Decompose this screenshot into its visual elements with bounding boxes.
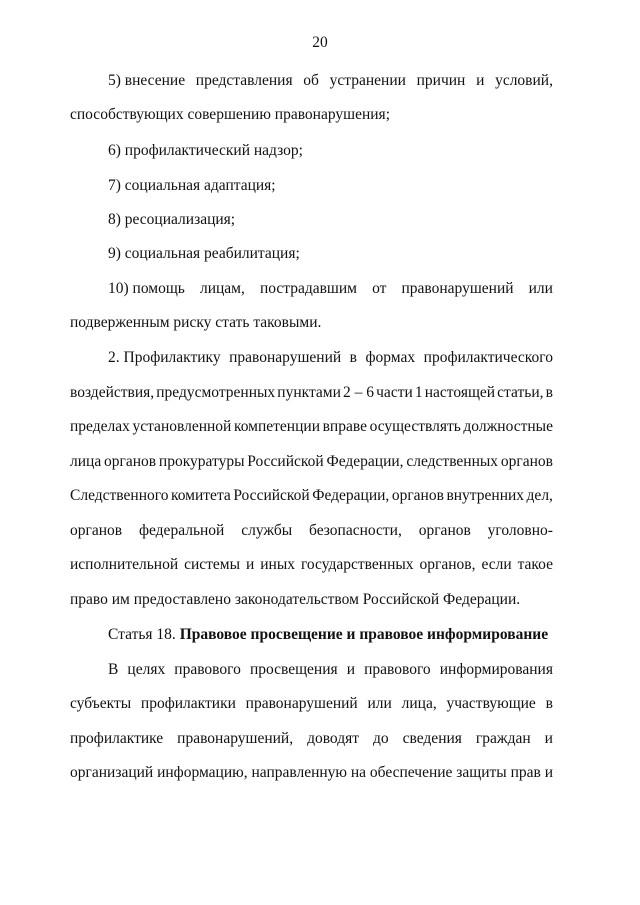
para3-line-3 (70, 730, 553, 748)
word: предусмотренных (156, 384, 276, 401)
word: государственных (300, 556, 414, 573)
word: федеральной (138, 522, 225, 539)
page-number: 20 (312, 34, 328, 51)
item-5-line-1 (108, 72, 553, 90)
word: статьи, (497, 384, 544, 401)
word: и (544, 730, 553, 747)
word: информацию, (157, 764, 248, 781)
word: граждан (475, 730, 531, 747)
para2-line-2 (70, 384, 553, 402)
para3-line-1 (108, 661, 553, 679)
word: до (373, 730, 389, 747)
word: иных (260, 556, 295, 573)
word: защиты (456, 764, 507, 781)
word: целях (127, 661, 166, 678)
word: информирования (439, 661, 553, 678)
word: такое (517, 556, 553, 573)
word: профилактике (70, 730, 164, 747)
word: 2. Профилактику (108, 349, 221, 366)
word: Следственного (70, 487, 169, 504)
word: должностные (463, 418, 553, 435)
word: органов (500, 453, 553, 470)
item-8: 8) ресоциализация; (108, 211, 236, 228)
para2-line-8: право им предоставлено законодательством Российской Федерации. (70, 591, 521, 608)
word: формах (365, 349, 416, 366)
word: организаций (70, 764, 154, 781)
word: от (372, 280, 387, 297)
word: правового (364, 661, 431, 678)
para2-line-5 (70, 487, 553, 505)
word: в (545, 695, 553, 712)
word: Федерации, (312, 487, 390, 504)
word: органов, (419, 556, 476, 573)
word: если (481, 556, 512, 573)
word: В (108, 661, 119, 678)
word: правового (174, 661, 241, 678)
word: правонарушений (229, 349, 342, 366)
word: уголовно- (487, 522, 553, 539)
word: системы (184, 556, 241, 573)
para2-line-3 (70, 418, 553, 436)
word: лица, (401, 695, 437, 712)
word: пределах (70, 418, 130, 435)
word: Российской (247, 453, 324, 470)
word: лица (70, 453, 102, 470)
word: правонарушений (245, 695, 358, 712)
word: внутренних (446, 487, 525, 504)
word: органов (418, 522, 471, 539)
word: или (367, 695, 392, 712)
word: и (476, 72, 485, 89)
word: устранении (329, 72, 406, 89)
word: 10) помощь (108, 280, 185, 297)
word: правонарушений, (177, 730, 294, 747)
word: дел, (526, 487, 553, 504)
word: просвещения (249, 661, 338, 678)
para2-line-1 (108, 349, 553, 367)
word: органов (70, 522, 123, 539)
word: части (376, 384, 413, 401)
article-heading (108, 626, 548, 644)
word: направленную (251, 764, 348, 781)
word: органов (391, 487, 444, 504)
word: субъекты (70, 695, 132, 712)
word: условий, (495, 72, 553, 89)
article-prefix: Статья 18. (108, 626, 176, 643)
item-6: 6) профилактический надзор; (108, 142, 303, 159)
word: и (245, 556, 255, 573)
para2-line-6 (70, 522, 553, 540)
word: профилактики (140, 695, 236, 712)
word: осуществлять (369, 418, 461, 435)
word: комитета (170, 487, 231, 504)
word: службы (241, 522, 293, 539)
word: профилактического (423, 349, 553, 366)
item-9: 9) социальная реабилитация; (108, 245, 300, 262)
word: сведения (402, 730, 462, 747)
word: обеспечение (369, 764, 453, 781)
word: правонарушений (401, 280, 514, 297)
word: прав (510, 764, 541, 781)
word: причин (416, 72, 466, 89)
word: Федерации, (326, 453, 404, 470)
word: 2 – 6 (343, 384, 375, 401)
word: и (346, 661, 356, 678)
word: воздействия, (70, 384, 155, 401)
word: 1 (414, 384, 423, 401)
word: органов (104, 453, 157, 470)
para2-line-7 (70, 556, 553, 574)
word: в (545, 384, 553, 401)
item-10-line-2: подверженным риску стать таковыми. (70, 314, 322, 331)
word: в (349, 349, 357, 366)
word: или (528, 280, 553, 297)
word: и (544, 764, 553, 781)
item-10-line-1 (108, 280, 553, 298)
word: компетенции (233, 418, 320, 435)
para2-line-4 (70, 453, 553, 471)
word: доводят (307, 730, 360, 747)
word: безопасности, (309, 522, 402, 539)
word: исполнительной (70, 556, 179, 573)
word: настоящей (424, 384, 496, 401)
word: лицам, (199, 280, 245, 297)
word: следственных (406, 453, 499, 470)
word: на (350, 764, 367, 781)
article-title: Правовое просвещение и правовое информирование (179, 626, 549, 643)
word: об (303, 72, 319, 89)
word: Российской (233, 487, 310, 504)
word: пострадавшим (259, 280, 357, 297)
para3-line-4 (70, 764, 553, 782)
item-7: 7) социальная адаптация; (108, 177, 276, 194)
word: вправе (322, 418, 367, 435)
word: 5) внесение (108, 72, 186, 89)
word: представления (195, 72, 293, 89)
word: участвующие (446, 695, 536, 712)
word: пунктами (277, 384, 341, 401)
word: установленной (132, 418, 232, 435)
item-5-line-2: способствующих совершению правонарушения; (70, 106, 390, 123)
word: прокуратуры (158, 453, 245, 470)
para3-line-2 (70, 695, 553, 713)
